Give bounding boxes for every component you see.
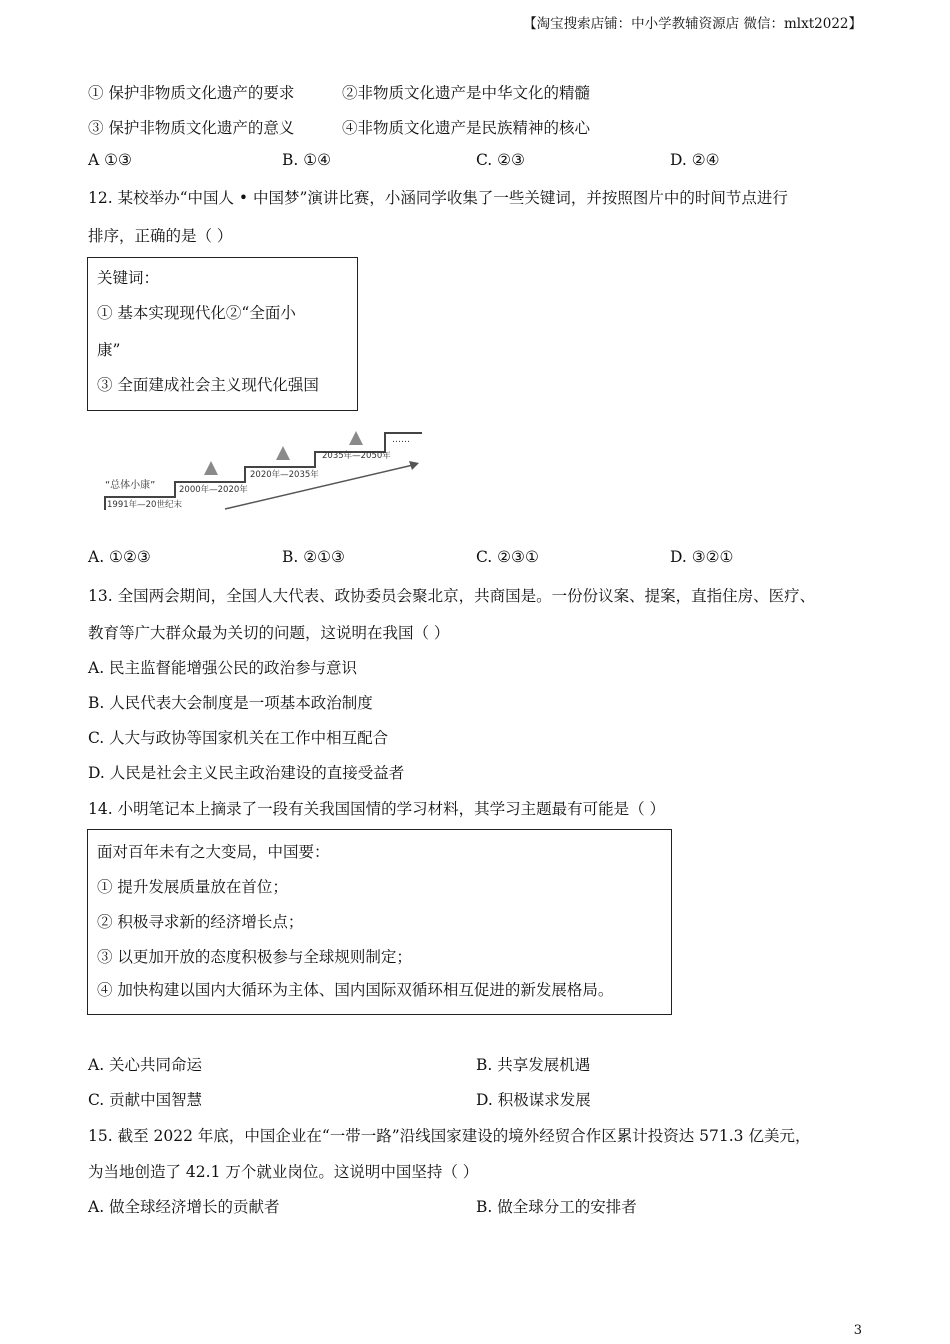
q15-stem-line2: 为当地创造了 42.1 万个就业岗位。这说明中国坚持（ ） bbox=[88, 1163, 479, 1181]
q12-box-line: ① 基本实现现代化②“全面小 bbox=[97, 304, 296, 322]
staircase-figure bbox=[100, 425, 430, 515]
q12-stem-line1: 12. 某校举办“中国人 • 中国梦”演讲比赛，小涵同学收集了一些关键词，并按照图片中的时间节点进行 bbox=[88, 189, 788, 207]
q15-stem-line1: 15. 截至 2022 年底，中国企业在“一带一路”沿线国家建设的境外经贸合作区累计投资达 571.3 亿美元， bbox=[88, 1127, 811, 1145]
figure-label-period-4: 2035年—2050年 bbox=[322, 451, 391, 461]
q12-keyword-box bbox=[87, 257, 358, 411]
figure-label-period-1: 1991年—20世纪末 bbox=[107, 500, 182, 510]
q14-box-line: ① 提升发展质量放在首位； bbox=[97, 878, 288, 896]
triangle-marker-icon bbox=[349, 431, 363, 445]
q14-box-line: 面对百年未有之大变局，中国要： bbox=[97, 843, 330, 861]
triangle-marker-icon bbox=[276, 446, 290, 460]
q11-option-d: D. ②④ bbox=[670, 151, 720, 169]
figure-label-period-3: 2020年—2035年 bbox=[250, 470, 319, 480]
q12-option-a: A. ①②③ bbox=[88, 548, 151, 566]
q14-box-line: ④ 加快构建以国内大循环为主体、国内国际双循环相互促进的新发展格局。 bbox=[97, 981, 614, 999]
q12-box-line: ③ 全面建成社会主义现代化强国 bbox=[97, 376, 319, 394]
figure-label-ellipsis: …… bbox=[392, 435, 410, 445]
page-header: 【淘宝搜索店铺：中小学教辅资源店 微信：mlxt2022】 bbox=[523, 16, 862, 32]
triangle-marker-icon bbox=[204, 461, 218, 475]
q13-stem-line1: 13. 全国两会期间，全国人大代表、政协委员会聚北京，共商国是。一份份议案、提案，直指住房、医疗、 bbox=[88, 587, 816, 605]
q14-box-line: ③ 以更加开放的态度积极参与全球规则制定； bbox=[97, 948, 412, 966]
q12-option-b: B. ②①③ bbox=[282, 548, 345, 566]
q14-option-a: A. 关心共同命运 bbox=[88, 1056, 203, 1074]
q15-option-a: A. 做全球经济增长的贡献者 bbox=[88, 1198, 280, 1216]
q13-option-a: A. 民主监督能增强公民的政治参与意识 bbox=[88, 659, 358, 677]
q11-option-c: C. ②③ bbox=[476, 151, 525, 169]
figure-label-period-2: 2000年—2020年 bbox=[179, 485, 248, 495]
q14-stem: 14. 小明笔记本上摘录了一段有关我国国情的学习材料，其学习主题最有可能是（ ） bbox=[88, 800, 666, 818]
arrow-head-icon bbox=[409, 461, 419, 470]
q12-box-line: 关键词： bbox=[97, 269, 160, 287]
q13-option-d: D. 人民是社会主义民主政治建设的直接受益者 bbox=[88, 764, 405, 782]
q13-option-b: B. 人民代表大会制度是一项基本政治制度 bbox=[88, 694, 373, 712]
q12-box-line: 康” bbox=[97, 341, 121, 359]
q14-option-c: C. 贡献中国智慧 bbox=[88, 1091, 203, 1109]
q13-stem-line2: 教育等广大群众最为关切的问题，这说明在我国（ ） bbox=[88, 624, 450, 642]
q12-stem-line2: 排序，正确的是（ ） bbox=[88, 227, 233, 245]
page-number: 3 bbox=[853, 1323, 862, 1338]
q11-statement-3: ③ 保护非物质文化遗产的意义 bbox=[88, 119, 295, 137]
q14-material-box bbox=[87, 829, 672, 1015]
q15-option-b: B. 做全球分工的安排者 bbox=[476, 1198, 637, 1216]
figure-label-total-xiaokang: “总体小康” bbox=[105, 480, 156, 491]
q11-option-a: A ①③ bbox=[88, 151, 132, 169]
q12-option-d: D. ③②① bbox=[670, 548, 734, 566]
q11-statement-4: ④非物质文化遗产是民族精神的核心 bbox=[342, 119, 591, 137]
q12-option-c: C. ②③① bbox=[476, 548, 539, 566]
q14-box-line: ② 积极寻求新的经济增长点； bbox=[97, 913, 304, 931]
q14-option-b: B. 共享发展机遇 bbox=[476, 1056, 591, 1074]
q13-option-c: C. 人大与政协等国家机关在工作中相互配合 bbox=[88, 729, 389, 747]
q14-option-d: D. 积极谋求发展 bbox=[476, 1091, 591, 1109]
q11-statement-1: ① 保护非物质文化遗产的要求 bbox=[88, 84, 295, 102]
q11-option-b: B. ①④ bbox=[282, 151, 332, 169]
q11-statement-2: ②非物质文化遗产是中华文化的精髓 bbox=[342, 84, 591, 102]
